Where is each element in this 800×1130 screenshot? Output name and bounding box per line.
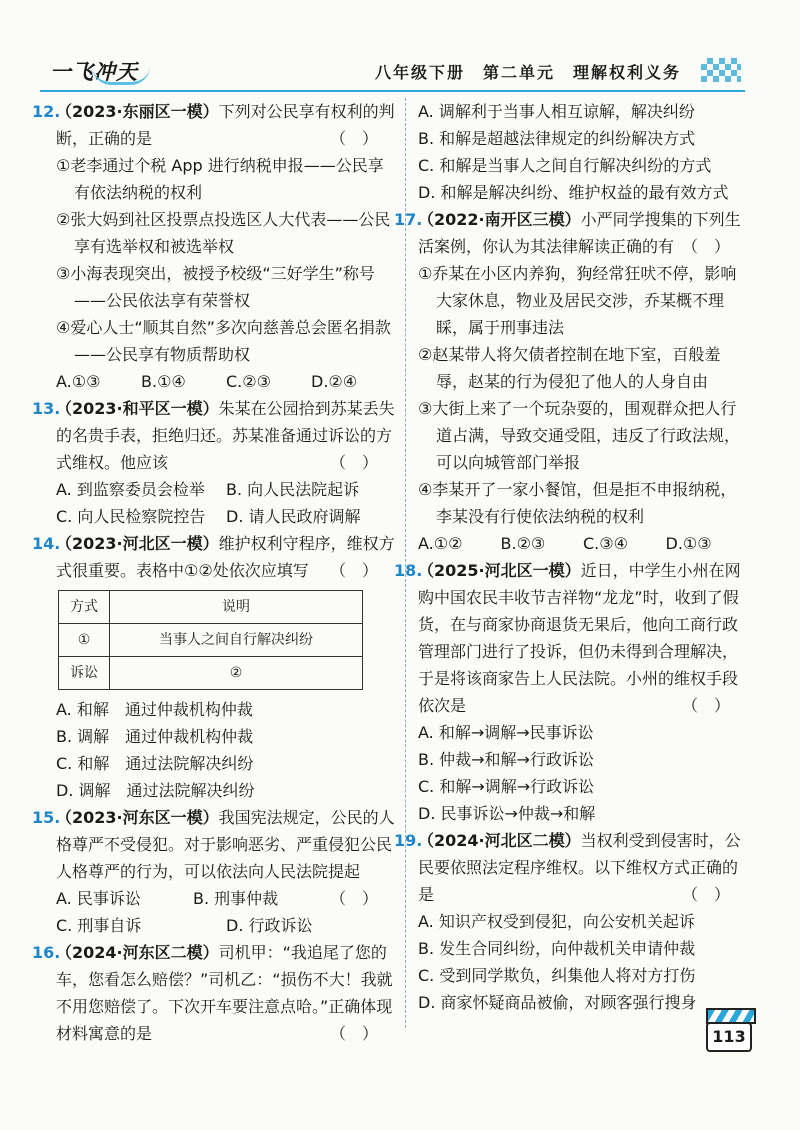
question-number: 17. (394, 210, 423, 229)
left-column (32, 98, 396, 1047)
question-source: （2024·河北区二模） (418, 831, 581, 850)
question-text: 近日，中学生小州在网购中国农民丰收节吉祥物“龙龙”时，收到了假货，在与商家协商退货无果后，他向工商行政管理部门进行了投诉，但仍未得到合理解决，于是将该商家告上人民法院。小州的维权手段依次是 (418, 561, 741, 715)
option-row (56, 368, 396, 395)
table-cell: 当事人之间自行解决纠纷 (110, 624, 363, 657)
question-number: 12. (32, 102, 61, 121)
option-item: B. 调解 通过仲裁机构仲裁 (56, 727, 254, 746)
question-stem (394, 557, 748, 719)
question-stem (32, 939, 396, 1047)
question-block (32, 395, 396, 530)
question-stem (32, 395, 396, 476)
question-block (394, 557, 748, 827)
statement-item: ②张大妈到社区投票点投选区人大代表——公民享有选举权和被选举权 (56, 210, 391, 256)
option-item: D. 商家怀疑商品被偷，对顾客强行搜身 (418, 993, 697, 1012)
table-cell: 诉讼 (59, 657, 110, 690)
option-item: D. 调解 通过法院解决纠纷 (56, 781, 255, 800)
option-item: D.②④ (311, 372, 358, 391)
question-stem (394, 206, 748, 260)
option-item: C. 向人民检察院控告 (56, 507, 206, 526)
question-block (32, 939, 396, 1047)
answer-blank: （ ） (329, 129, 378, 148)
question-text: 我国宪法规定，公民的人格尊严不受侵犯。对于影响恶劣、严重侵犯公民人格尊严的行为，可以依法向人民法院提起 (56, 808, 395, 881)
statement-item: ①老李通过个税 App 进行纳税申报——公民享有依法纳税的权利 (56, 156, 384, 202)
option-item: B. 和解是超越法律规定的纠纷解决方式 (418, 129, 696, 148)
question-stem (32, 530, 396, 584)
question-block (394, 206, 748, 557)
option-item: B. 发生合同纠纷，向仲裁机关申请仲裁 (418, 939, 696, 958)
option-item: D. 和解是解决纠纷、维护权益的最有效方式 (418, 183, 729, 202)
option-item: D.①③ (665, 534, 712, 553)
question-text: 朱某在公园拾到苏某丢失的名贵手表，拒绝归还。苏某准备通过诉讼的方式维权。他应该 (56, 399, 395, 472)
table-header-cell: 方式 (59, 591, 110, 624)
question-number: 13. (32, 399, 61, 418)
question-text: 下列对公民享有权利的判断，正确的是 (56, 102, 395, 148)
option-item: B. 刑事仲裁 (193, 889, 279, 908)
option-item: B.①④ (141, 372, 186, 391)
option-item: A. 民事诉讼 (56, 889, 141, 908)
option-row (56, 912, 396, 939)
question-number: 14. (32, 534, 61, 553)
option-item: B.②③ (500, 534, 546, 553)
header-divider (40, 90, 745, 92)
answer-table (58, 590, 363, 690)
answer-blank: （ ） (329, 453, 378, 472)
question-number: 15. (32, 808, 61, 827)
answer-blank: （ ） (329, 561, 378, 580)
statement-item: ④李某开了一家小餐馆，但是拒不申报纳税，李某没有行使依法纳税的权利 (418, 480, 737, 526)
question-block (32, 98, 396, 395)
question-source: （2023·和平区一模） (56, 399, 219, 418)
option-item: C.③④ (583, 534, 628, 553)
question-source: （2023·东丽区一模） (56, 102, 219, 121)
option-item: C.②③ (226, 372, 271, 391)
question-text: 当权利受到侵害时，公民要依照法定程序维权。以下维权方式正确的是 (418, 831, 741, 904)
option-item: B. 向人民法院起诉 (226, 480, 360, 499)
table-cell: ② (110, 657, 363, 690)
question-stem (32, 98, 396, 152)
option-item: B. 仲裁→和解→行政诉讼 (418, 750, 594, 769)
option-item: C. 和解 通过法院解决纠纷 (56, 754, 254, 773)
page-title: 八年级下册 第二单元 理解权利义务 (375, 63, 682, 82)
option-item: A. 和解→调解→民事诉讼 (418, 723, 594, 742)
option-item: C. 刑事自诉 (56, 916, 142, 935)
page-number: 113 (706, 1022, 752, 1052)
option-item: A. 调解利于当事人相互谅解，解决纠纷 (418, 102, 695, 121)
question-source: （2024·河东区二模） (56, 943, 219, 962)
statement-item: ④爱心人士“顺其自然”多次向慈善总会匿名捐款——公民享有物质帮助权 (56, 318, 391, 364)
option-row (56, 503, 396, 530)
brand-logo: 一飞冲天 (50, 60, 138, 84)
answer-blank: （ ） (681, 885, 730, 904)
answer-blank: （ ） (329, 1024, 378, 1043)
option-item: A. 到监察委员会检举 (56, 480, 205, 499)
option-item: D. 行政诉讼 (226, 916, 313, 935)
page-header (40, 56, 745, 88)
option-item: D. 请人民政府调解 (226, 507, 361, 526)
table-row (59, 657, 363, 690)
statement-item: ①乔某在小区内养狗，狗经常狂吠不停，影响大家休息，物业及居民交涉，乔某概不理睬，属于刑事违法 (418, 264, 737, 337)
question-block (418, 98, 748, 206)
question-text: 维护权利守程序，维权方式很重要。表格中①②处依次应填写 (56, 534, 395, 580)
question-block (32, 804, 396, 939)
question-block (32, 530, 396, 804)
option-row (56, 885, 330, 912)
question-source: （2022·南开区三模） (418, 210, 581, 229)
answer-blank: （ ） (681, 237, 730, 256)
swoosh-icon (92, 66, 150, 85)
question-number: 18. (394, 561, 423, 580)
table-header-cell: 说明 (110, 591, 363, 624)
option-item: C. 受到同学欺负，纠集他人将对方打伤 (418, 966, 696, 985)
option-item: A.①③ (56, 372, 101, 391)
option-item: C. 和解是当事人之间自行解决纠纷的方式 (418, 156, 712, 175)
answer-blank: （ ） (329, 889, 378, 908)
table-cell: ① (59, 624, 110, 657)
question-text: 司机甲：“我追尾了您的车，您看怎么赔偿？”司机乙：“损伤不大！我就不用您赔偿了。下次开车要注意点哈。”正确体现材料寓意的是 (56, 943, 393, 1043)
statement-item: ③小海表现突出，被授予校级“三好学生”称号——公民依法享有荣誉权 (56, 264, 375, 310)
question-number: 16. (32, 943, 61, 962)
option-item: A. 和解 通过仲裁机构仲裁 (56, 700, 253, 719)
answer-blank: （ ） (681, 696, 730, 715)
option-item: A.①② (418, 534, 463, 553)
statement-item: ③大街上来了一个玩杂耍的，围观群众把人行道占满，导致交通受阻，违反了行政法规，可以向城管部门举报 (418, 399, 741, 472)
question-stem (394, 827, 748, 908)
right-column (394, 98, 748, 1016)
question-text: 小严同学搜集的下列生活案例，你认为其法律解读正确的有 (418, 210, 741, 256)
question-source: （2023·河东区一模） (56, 808, 219, 827)
question-source: （2025·河北区一模） (418, 561, 581, 580)
option-row (418, 530, 748, 557)
question-number: 19. (394, 831, 423, 850)
option-item: D. 民事诉讼→仲裁→和解 (418, 804, 596, 823)
table-header-row (59, 591, 363, 624)
question-block (394, 827, 748, 1016)
checker-decoration-icon (701, 58, 741, 82)
table-row (59, 624, 363, 657)
option-item: A. 知识产权受到侵犯，向公安机关起诉 (418, 912, 695, 931)
question-source: （2023·河北区一模） (56, 534, 219, 553)
option-row (56, 476, 396, 503)
option-item: C. 和解→调解→行政诉讼 (418, 777, 595, 796)
statement-item: ②赵某带人将欠债者控制在地下室，百般羞辱，赵某的行为侵犯了他人的人身自由 (418, 345, 721, 391)
